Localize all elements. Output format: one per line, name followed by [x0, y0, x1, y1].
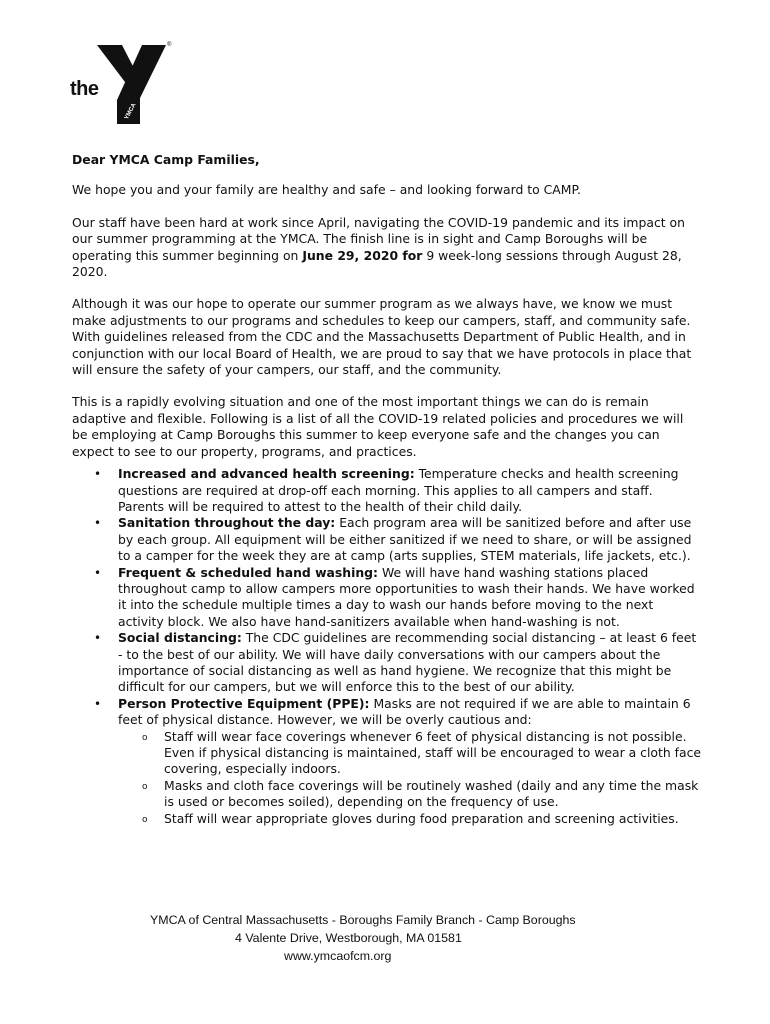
- footer-organization: YMCA of Central Massachusetts - Boroughs Family Branch - Camp Boroughs: [150, 913, 576, 927]
- footer-address: 4 Valente Drive, Westborough, MA 01581: [235, 931, 462, 945]
- list-item: [72, 466, 702, 515]
- start-date-text: Our staff have been hard at work since April, navigating the COVID-19 pandemic and its impact on our summer programming at the YMCA. The finish line is in sight and Camp Boroughs will be operating this summer beginning on: [72, 214, 685, 263]
- sub-list-item: o Staff will wear appropriate gloves during food preparation and screening activities.: [118, 811, 702, 827]
- intro-paragraph: We hope you and your family are healthy and safe – and looking forward to CAMP.: [72, 182, 581, 198]
- ppe-sublist: [118, 729, 702, 827]
- ymca-logo: [70, 42, 180, 124]
- footer-website[interactable]: www.ymcaofcm.org: [284, 949, 392, 963]
- logo-registered-mark: ®: [167, 42, 172, 48]
- policy-title: Frequent & scheduled hand washing:: [118, 564, 379, 580]
- salutation: Dear YMCA Camp Families,: [72, 152, 260, 167]
- logo-wordmark: YMCA: [124, 102, 138, 121]
- policy-title: Sanitation throughout the day:: [118, 515, 336, 531]
- policy-text: Temperature checks and health screening questions are required at drop-off each morning. This applies to all campers and staff. Parents will be required to attest to the health of their child daily.: [118, 466, 679, 514]
- list-item: [72, 696, 702, 827]
- policy-title: Increased and advanced health screening:: [118, 466, 415, 482]
- list-item: [72, 565, 702, 631]
- sub-list-item: o Masks and cloth face coverings will be routinely washed (daily and any time the mask is used or becomes soiled), depending on the frequency of use.: [118, 778, 702, 811]
- policy-text: Masks are not required if we are able to maintain 6 feet of physical distance. However, we will be overly cautious and:: [118, 695, 691, 728]
- guidelines-paragraph: Although it was our hope to operate our summer program as we always have, we know we must make adjustments to our programs and schedules to keep our campers, staff, and community safe. With guidelines released from the CDC and the Massachusetts Department of Public Health, and in conjunction with our local Board of Health, we are proud to say that we have protocols in place that will ensure the safety of your campers, our staff, and the community.: [72, 296, 692, 378]
- list-item: [72, 630, 702, 696]
- policy-text: Each program area will be sanitized before and after use by each group. All equipment will be either sanitized if we need to share, or will be assigned to a camper for the week they are at camp (arts supplies, STEM materials, life jackets, etc.).: [118, 515, 692, 564]
- policies-paragraph: This is a rapidly evolving situation and one of the most important things we can do is remain adaptive and flexible. Following is a list of all the COVID-19 related policies and procedures we will be employing at Camp Boroughs this summer to keep everyone safe and the changes you can expect to see to our property, programs, and practices.: [72, 394, 684, 459]
- list-item: [72, 515, 702, 564]
- sub-list-item: o Staff will wear face coverings whenever 6 feet of physical distancing is not possible. Even if physical distancing is maintained, staff will be encouraged to wear a cloth face covering, especially indoors.: [118, 729, 702, 778]
- letter-body: [72, 152, 702, 827]
- start-date-bold: June 29, 2020 for: [302, 247, 423, 263]
- policy-title: Social distancing:: [118, 630, 242, 646]
- policy-text: We will have hand washing stations placed throughout camp to allow campers more opportunities to wash their hands. We have worked it into the schedule multiple times a day to wash our hands before moving to the next activity block. We also have hand-sanitizers available when hand-washing is not.: [118, 564, 695, 629]
- logo-prefix: the: [70, 78, 99, 100]
- policy-text: The CDC guidelines are recommending social distancing – at least 6 feet - to the best of our ability. We will have daily conversations with our campers about the importance of social distancing as well as hand hygiene. We recognize that this might be difficult for our campers, but we will enforce this to the best of our ability.: [118, 630, 697, 695]
- start-date-end: 9 week-long sessions through August 28, 2020.: [72, 247, 682, 280]
- start-date-paragraph: [72, 215, 702, 281]
- policy-list: [72, 466, 702, 827]
- policy-title: Person Protective Equipment (PPE):: [118, 695, 370, 711]
